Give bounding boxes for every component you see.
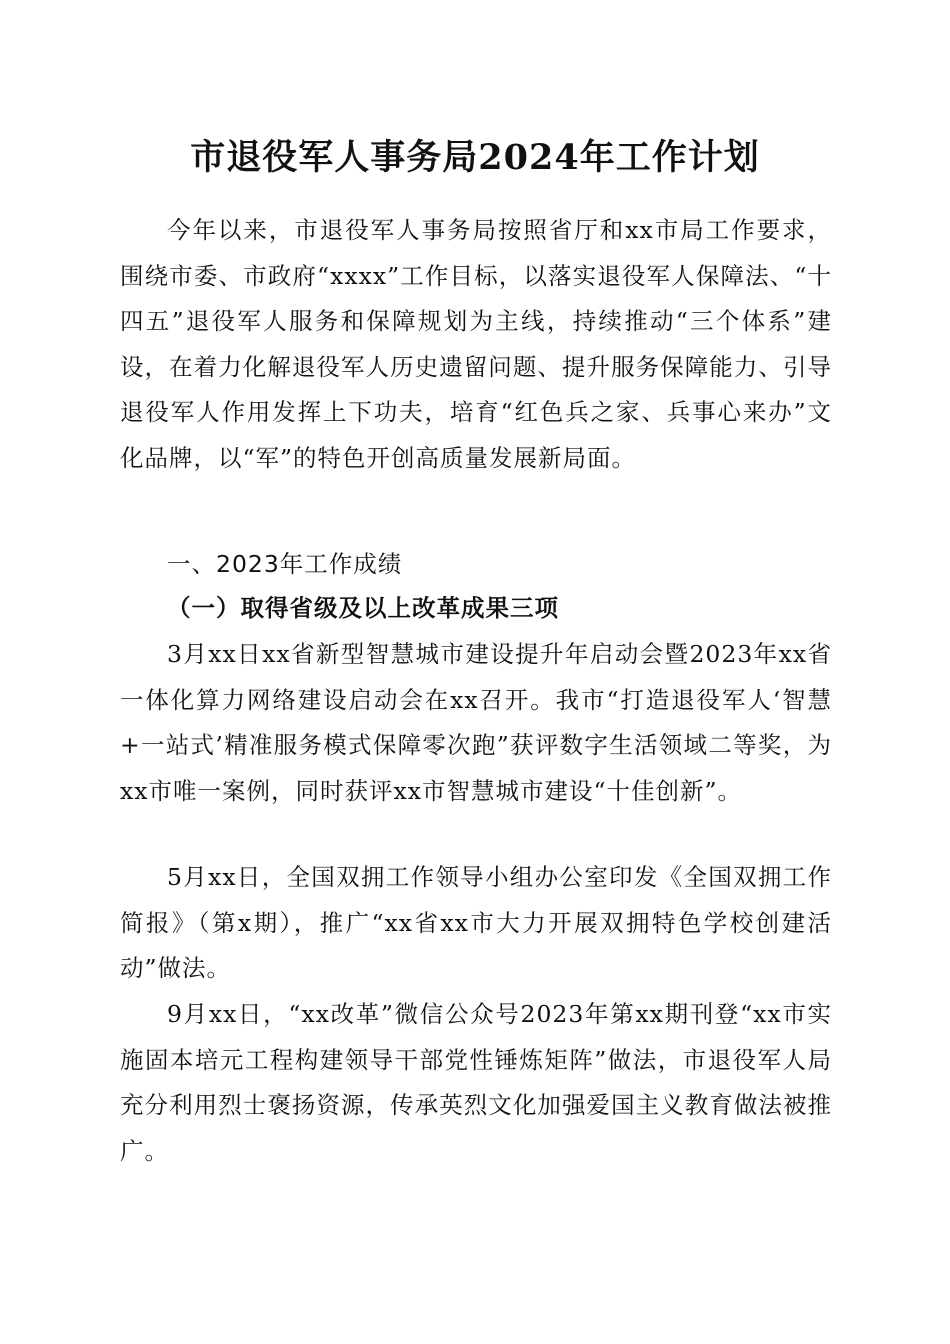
achievement-paragraph-2: 5月xx日，全国双拥工作领导小组办公室印发《全国双拥工作简报》（第x期），推广“xx省xx市大力开展双拥特色学校创建活动”做法。: [120, 863, 832, 982]
subsection-heading: （一）取得省级及以上改革成果三项: [167, 594, 559, 622]
document-title: 市退役军人事务局2024年工作计划: [190, 137, 760, 178]
achievement-paragraph-3: 9月xx日，“xx改革”微信公众号2023年第xx期刊登“xx市实施固本培元工程构建领导干部党性锤炼矩阵”做法，市退役军人局充分利用烈士褒扬资源，传承英烈文化加强爱国主义教育做法被推广。: [120, 1000, 832, 1165]
intro-paragraph: 今年以来，市退役军人事务局按照省厅和xx市局工作要求，围绕市委、市政府“xxxx”工作目标，以落实退役军人保障法、“十四五”退役军人服务和保障规划为主线，持续推动“三个体系”建设，在着力化解退役军人历史遗留问题、提升服务保障能力、引导退役军人作用发挥上下功夫，培育“红色兵之家、兵事心来办”文化品牌，以“军”的特色开创高质量发展新局面。: [120, 216, 832, 472]
section-heading: 一、2023年工作成绩: [167, 550, 403, 578]
achievement-paragraph-1: 3月xx日xx省新型智慧城市建设提升年启动会暨2023年xx省一体化算力网络建设启动会在xx召开。我市“打造退役军人‘智慧+一站式’精准服务模式保障零次跑”获评数字生活领域二等奖，为xx市唯一案例，同时获评xx市智慧城市建设“十佳创新”。: [120, 640, 832, 805]
